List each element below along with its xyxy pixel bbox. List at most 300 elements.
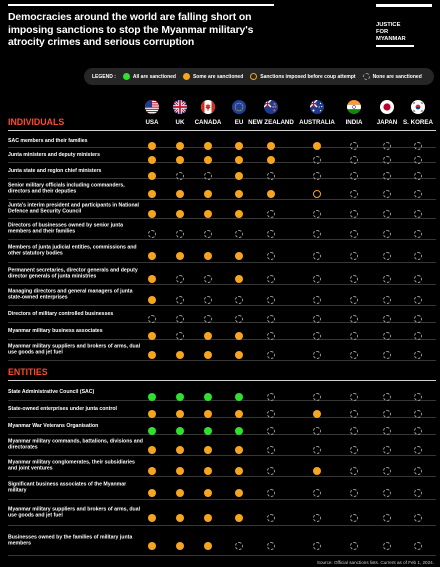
status-cell	[350, 327, 358, 335]
table-row	[8, 418, 436, 435]
status-cell	[313, 185, 321, 193]
status-cell	[313, 247, 321, 255]
status-cell	[383, 291, 391, 299]
some-sanctioned-dot-icon	[148, 542, 156, 550]
some-sanctioned-dot-icon	[235, 410, 243, 418]
status-cell	[148, 441, 156, 449]
status-cell	[414, 462, 422, 470]
table-row	[8, 456, 436, 477]
status-cell	[204, 151, 212, 159]
none-sanctioned-ring-icon	[350, 542, 358, 550]
status-cell	[313, 405, 321, 413]
status-cell	[148, 270, 156, 278]
table-row	[8, 163, 436, 179]
status-cell	[383, 388, 391, 396]
status-cell	[414, 441, 422, 449]
none-sanctioned-ring-icon	[267, 230, 275, 238]
none-sanctioned-ring-icon	[267, 351, 275, 359]
canada-flag-icon	[201, 100, 215, 114]
status-cell	[235, 462, 243, 470]
some-sanctioned-dot-icon	[235, 351, 243, 359]
status-cell	[383, 441, 391, 449]
status-cell	[313, 346, 321, 354]
status-cell	[350, 346, 358, 354]
some-sanctioned-dot-icon	[148, 489, 156, 497]
none-sanctioned-ring-icon	[383, 252, 391, 260]
some-sanctioned-dot-icon	[183, 73, 190, 80]
row-label: Myanmar military business associates	[8, 327, 103, 334]
all-sanctioned-dot-icon	[123, 73, 130, 80]
status-cell	[383, 167, 391, 175]
status-cell	[235, 484, 243, 492]
status-cell	[148, 291, 156, 299]
status-cell	[148, 225, 156, 233]
row-label: Managing directors and general managers of junta state-owned enterprises	[8, 288, 133, 301]
some-sanctioned-dot-icon	[313, 410, 321, 418]
status-cell	[414, 388, 422, 396]
country-name: AUSTRALIA	[299, 119, 335, 126]
status-cell	[383, 405, 391, 413]
some-sanctioned-dot-icon	[148, 190, 156, 198]
none-sanctioned-ring-icon	[350, 252, 358, 260]
status-cell	[148, 462, 156, 470]
none-sanctioned-ring-icon	[414, 351, 422, 359]
some-sanctioned-dot-icon	[176, 210, 184, 218]
status-cell	[313, 441, 321, 449]
status-cell	[148, 247, 156, 255]
status-cell	[350, 247, 358, 255]
status-cell	[383, 346, 391, 354]
row-label: Junta's interim president and participants in National Defence and Security Council	[8, 202, 139, 215]
none-sanctioned-ring-icon	[350, 410, 358, 418]
status-cell	[235, 327, 243, 335]
row-label: Myanmar military suppliers and brokers of arms, dual use goods and jet fuel	[8, 506, 141, 519]
some-sanctioned-dot-icon	[148, 332, 156, 340]
row-label: Businesses owned by the families of military junta members	[8, 534, 133, 547]
status-cell	[204, 346, 212, 354]
justice-for-myanmar-logo	[376, 4, 436, 47]
row-label: Myanmar military suppliers and brokers of arms, dual use goods and jet fuel	[8, 343, 141, 356]
country-name: NEW ZEALAND	[248, 119, 294, 126]
status-cell	[267, 346, 275, 354]
status-cell	[313, 310, 321, 318]
none-sanctioned-ring-icon	[414, 252, 422, 260]
none-sanctioned-ring-icon	[383, 542, 391, 550]
all-sanctioned-dot-icon	[235, 427, 243, 435]
status-cell	[350, 151, 358, 159]
some-sanctioned-dot-icon	[204, 514, 212, 522]
status-cell	[235, 310, 243, 318]
status-cell	[350, 225, 358, 233]
table-row	[8, 477, 436, 500]
status-cell	[383, 137, 391, 145]
status-cell	[350, 185, 358, 193]
table-row	[8, 219, 436, 240]
some-sanctioned-dot-icon	[235, 332, 243, 340]
some-sanctioned-dot-icon	[176, 410, 184, 418]
status-cell	[414, 346, 422, 354]
some-sanctioned-dot-icon	[204, 332, 212, 340]
none-sanctioned-ring-icon	[383, 210, 391, 218]
status-cell	[414, 405, 422, 413]
status-cell	[148, 167, 156, 175]
status-cell	[313, 509, 321, 517]
some-sanctioned-dot-icon	[235, 275, 243, 283]
status-cell	[414, 509, 422, 517]
legend-label: LEGEND :	[92, 73, 116, 80]
country-name: UK	[175, 119, 185, 126]
status-cell	[267, 405, 275, 413]
status-cell	[350, 310, 358, 318]
none-sanctioned-ring-icon	[313, 351, 321, 359]
some-sanctioned-dot-icon	[148, 410, 156, 418]
status-cell	[148, 422, 156, 430]
none-sanctioned-ring-icon	[350, 489, 358, 497]
some-sanctioned-dot-icon	[148, 210, 156, 218]
some-sanctioned-dot-icon	[176, 351, 184, 359]
some-sanctioned-dot-icon	[235, 467, 243, 475]
all-sanctioned-dot-icon	[204, 393, 212, 401]
some-sanctioned-dot-icon	[235, 514, 243, 522]
none-sanctioned-ring-icon	[313, 210, 321, 218]
table-row	[8, 200, 436, 219]
logo-bar	[376, 4, 432, 7]
status-cell	[176, 185, 184, 193]
table-row	[8, 500, 436, 526]
status-cell	[235, 422, 243, 430]
some-sanctioned-dot-icon	[235, 210, 243, 218]
india-flag-icon	[347, 100, 361, 114]
none-sanctioned-ring-icon	[414, 467, 422, 475]
none-sanctioned-ring-icon	[267, 514, 275, 522]
status-cell	[414, 291, 422, 299]
none-sanctioned-ring-icon	[313, 230, 321, 238]
all-sanctioned-dot-icon	[204, 427, 212, 435]
none-sanctioned-ring-icon	[313, 275, 321, 283]
none-sanctioned-ring-icon	[267, 210, 275, 218]
logo-underline	[376, 45, 414, 47]
status-cell	[148, 388, 156, 396]
status-cell	[176, 509, 184, 517]
status-cell	[313, 137, 321, 145]
status-cell	[350, 405, 358, 413]
none-sanctioned-ring-icon	[414, 230, 422, 238]
table-row	[8, 306, 436, 323]
status-cell	[148, 327, 156, 335]
status-cell	[176, 484, 184, 492]
none-sanctioned-ring-icon	[414, 393, 422, 401]
section-divider	[8, 380, 436, 381]
country-column	[246, 100, 296, 126]
none-sanctioned-ring-icon	[313, 489, 321, 497]
status-cell	[350, 205, 358, 213]
status-cell	[148, 137, 156, 145]
table-row	[8, 285, 436, 306]
status-cell	[148, 509, 156, 517]
country-name: S. KOREA	[403, 119, 433, 126]
none-sanctioned-ring-icon	[313, 542, 321, 550]
status-cell	[204, 247, 212, 255]
none-sanctioned-ring-icon	[414, 427, 422, 435]
none-sanctioned-ring-icon	[267, 332, 275, 340]
row-label: Directors of military controlled businesses	[8, 310, 114, 317]
status-cell	[414, 537, 422, 545]
status-cell	[313, 270, 321, 278]
status-cell	[148, 185, 156, 193]
none-sanctioned-ring-icon	[267, 296, 275, 304]
status-cell	[313, 462, 321, 470]
table-row	[8, 340, 436, 361]
section-title: INDIVIDUALS	[8, 117, 65, 127]
none-sanctioned-ring-icon	[383, 315, 391, 323]
some-sanctioned-dot-icon	[235, 252, 243, 260]
none-sanctioned-ring-icon	[235, 542, 243, 550]
section-title: ENTITIES	[8, 367, 48, 377]
status-cell	[235, 167, 243, 175]
table-row	[8, 435, 436, 456]
row-label: Senior military officials including commanders, directors and their deputies	[8, 182, 125, 195]
country-name: USA	[145, 119, 159, 126]
status-cell	[383, 151, 391, 159]
status-cell	[235, 388, 243, 396]
status-cell	[148, 405, 156, 413]
status-cell	[414, 225, 422, 233]
row-label: Myanmar military commands, battalions, divisions and directorates	[8, 438, 143, 451]
status-cell	[235, 247, 243, 255]
status-cell	[204, 167, 212, 175]
status-cell	[383, 462, 391, 470]
page-title: Democracies around the world are falling short on imposing sanctions to stop the Myanmar military's atrocity crimes and serious corruption	[8, 12, 254, 48]
status-cell	[235, 151, 243, 159]
none-sanctioned-ring-icon	[350, 427, 358, 435]
section-divider	[8, 130, 436, 131]
table-row	[8, 384, 436, 401]
none-sanctioned-ring-icon	[383, 351, 391, 359]
status-cell	[235, 441, 243, 449]
status-cell	[267, 247, 275, 255]
country-name: CANADA	[194, 119, 222, 126]
some-sanctioned-dot-icon	[148, 514, 156, 522]
status-cell	[176, 291, 184, 299]
none-sanctioned-ring-icon	[414, 489, 422, 497]
none-sanctioned-ring-icon	[313, 332, 321, 340]
status-cell	[267, 484, 275, 492]
some-sanctioned-dot-icon	[176, 542, 184, 550]
none-sanctioned-ring-icon	[414, 275, 422, 283]
none-sanctioned-ring-icon	[267, 252, 275, 260]
none-sanctioned-ring-icon	[350, 230, 358, 238]
status-cell	[313, 537, 321, 545]
status-cell	[235, 270, 243, 278]
row-label: Permanent secretaries, director generals and deputy director generals of junta ministries	[8, 267, 138, 280]
none-sanctioned-ring-icon	[267, 446, 275, 454]
before-coup-ring-icon	[313, 190, 321, 198]
none-sanctioned-ring-icon	[235, 296, 243, 304]
status-cell	[350, 422, 358, 430]
status-cell	[350, 388, 358, 396]
none-sanctioned-ring-icon	[383, 332, 391, 340]
status-cell	[414, 185, 422, 193]
none-sanctioned-ring-icon	[414, 190, 422, 198]
status-cell	[383, 270, 391, 278]
none-sanctioned-ring-icon	[414, 410, 422, 418]
table-row	[8, 179, 436, 200]
status-cell	[414, 422, 422, 430]
country-name: INDIA	[345, 119, 363, 126]
status-cell	[350, 137, 358, 145]
some-sanctioned-dot-icon	[176, 446, 184, 454]
status-cell	[267, 167, 275, 175]
status-cell	[176, 537, 184, 545]
none-sanctioned-ring-icon	[267, 393, 275, 401]
status-cell	[350, 167, 358, 175]
status-cell	[235, 205, 243, 213]
status-cell	[350, 509, 358, 517]
none-sanctioned-ring-icon	[267, 467, 275, 475]
status-cell	[176, 441, 184, 449]
row-label: Myanmar military conglomerates, their subsidiaries and joint ventures	[8, 459, 135, 472]
status-cell	[414, 327, 422, 335]
table-row	[8, 526, 436, 556]
some-sanctioned-dot-icon	[176, 467, 184, 475]
some-sanctioned-dot-icon	[204, 446, 212, 454]
none-sanctioned-ring-icon	[383, 427, 391, 435]
status-cell	[235, 137, 243, 145]
status-cell	[204, 405, 212, 413]
status-cell	[235, 185, 243, 193]
country-column	[393, 100, 440, 126]
legend	[84, 68, 434, 85]
legend-item-before	[250, 73, 355, 80]
status-cell	[383, 310, 391, 318]
country-name: EU	[234, 119, 244, 126]
none-sanctioned-ring-icon	[313, 296, 321, 304]
status-cell	[383, 422, 391, 430]
none-sanctioned-ring-icon	[176, 332, 184, 340]
status-cell	[267, 137, 275, 145]
status-cell	[148, 346, 156, 354]
status-cell	[176, 205, 184, 213]
status-cell	[267, 310, 275, 318]
some-sanctioned-dot-icon	[176, 252, 184, 260]
status-cell	[204, 291, 212, 299]
legend-item-none	[363, 73, 422, 80]
none-sanctioned-ring-icon	[363, 73, 370, 80]
status-cell	[267, 509, 275, 517]
status-cell	[176, 405, 184, 413]
row-label: Directors of businesses owned by senior junta members and their families	[8, 222, 124, 235]
eu-flag-icon	[232, 100, 246, 114]
status-cell	[313, 422, 321, 430]
status-cell	[204, 484, 212, 492]
none-sanctioned-ring-icon	[350, 315, 358, 323]
some-sanctioned-dot-icon	[148, 252, 156, 260]
status-cell	[204, 205, 212, 213]
some-sanctioned-dot-icon	[204, 542, 212, 550]
status-cell	[267, 225, 275, 233]
none-sanctioned-ring-icon	[350, 210, 358, 218]
none-sanctioned-ring-icon	[383, 230, 391, 238]
none-sanctioned-ring-icon	[235, 230, 243, 238]
none-sanctioned-ring-icon	[350, 393, 358, 401]
status-cell	[313, 484, 321, 492]
status-cell	[313, 167, 321, 175]
none-sanctioned-ring-icon	[148, 230, 156, 238]
none-sanctioned-ring-icon	[414, 315, 422, 323]
status-cell	[383, 537, 391, 545]
status-cell	[176, 462, 184, 470]
none-sanctioned-ring-icon	[267, 410, 275, 418]
status-cell	[176, 151, 184, 159]
status-cell	[383, 484, 391, 492]
logo-line-1: JUSTICE	[376, 22, 401, 28]
none-sanctioned-ring-icon	[267, 427, 275, 435]
table-row	[8, 148, 436, 163]
status-cell	[267, 327, 275, 335]
status-cell	[414, 151, 422, 159]
status-cell	[267, 291, 275, 299]
status-cell	[148, 537, 156, 545]
some-sanctioned-dot-icon	[148, 275, 156, 283]
status-cell	[148, 151, 156, 159]
status-cell	[267, 441, 275, 449]
status-cell	[204, 310, 212, 318]
none-sanctioned-ring-icon	[414, 514, 422, 522]
none-sanctioned-ring-icon	[414, 446, 422, 454]
none-sanctioned-ring-icon	[383, 393, 391, 401]
status-cell	[176, 327, 184, 335]
status-cell	[204, 327, 212, 335]
none-sanctioned-ring-icon	[235, 315, 243, 323]
country-name: JAPAN	[376, 119, 398, 126]
status-cell	[414, 205, 422, 213]
status-cell	[313, 327, 321, 335]
status-cell	[176, 167, 184, 175]
none-sanctioned-ring-icon	[267, 315, 275, 323]
status-cell	[414, 167, 422, 175]
legend-item-all	[123, 73, 176, 80]
none-sanctioned-ring-icon	[350, 446, 358, 454]
none-sanctioned-ring-icon	[383, 446, 391, 454]
status-cell	[204, 462, 212, 470]
status-cell	[414, 484, 422, 492]
some-sanctioned-dot-icon	[148, 467, 156, 475]
row-label: Members of junta judicial entities, commissions and other statutory bodies	[8, 244, 137, 257]
status-cell	[148, 484, 156, 492]
none-sanctioned-ring-icon	[148, 315, 156, 323]
none-sanctioned-ring-icon	[313, 514, 321, 522]
row-label: State-owned enterprises under junta control	[8, 405, 117, 412]
none-sanctioned-ring-icon	[350, 190, 358, 198]
some-sanctioned-dot-icon	[148, 446, 156, 454]
none-sanctioned-ring-icon	[176, 315, 184, 323]
status-cell	[235, 509, 243, 517]
status-cell	[176, 270, 184, 278]
status-cell	[176, 225, 184, 233]
status-cell	[313, 388, 321, 396]
status-cell	[176, 388, 184, 396]
none-sanctioned-ring-icon	[383, 190, 391, 198]
none-sanctioned-ring-icon	[204, 296, 212, 304]
status-cell	[235, 346, 243, 354]
none-sanctioned-ring-icon	[267, 542, 275, 550]
row-label: State Administrative Council (SAC)	[8, 388, 95, 395]
row-label: Myanmar War Veterans Organisation	[8, 422, 99, 429]
australia-flag-icon	[310, 100, 324, 114]
legend-item-some	[183, 73, 243, 80]
status-cell	[204, 509, 212, 517]
status-cell	[235, 405, 243, 413]
